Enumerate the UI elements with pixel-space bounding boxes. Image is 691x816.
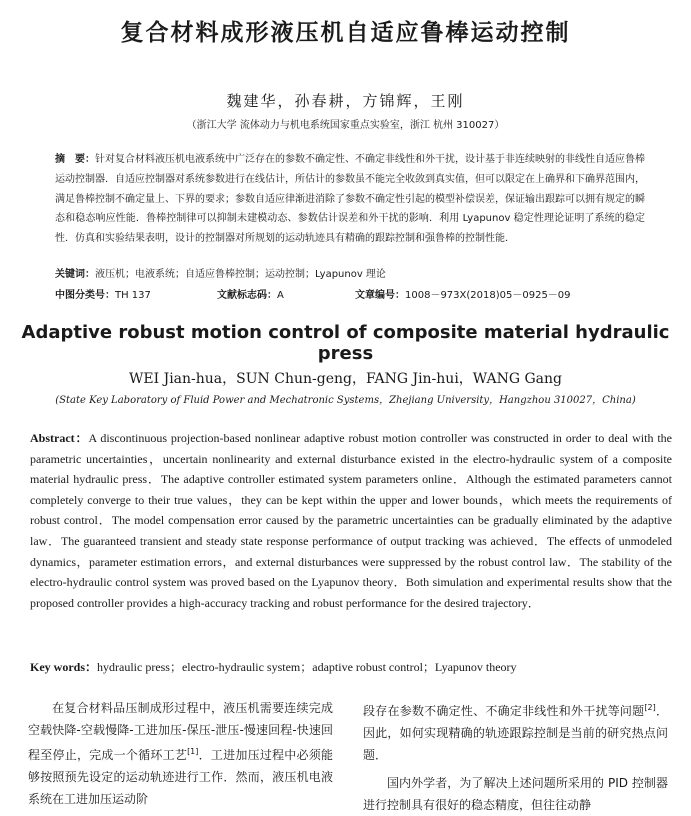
article-number-value: 1008－973X(2018)05－0925－09 [405,290,571,301]
chinese-keywords-label: 关键词： [55,269,95,280]
english-title: Adaptive robust motion control of composite material hydraulic press [21,322,670,364]
chinese-title: 复合材料成形液压机自适应鲁棒运动控制 [120,20,571,46]
chinese-keywords-text: 液压机；电液系统；自适应鲁棒控制；运动控制；Lyapunov 理论 [95,269,386,280]
document-code-value: A [277,290,284,301]
clc-number [55,286,151,301]
article-number-label: 文章编号： [355,290,405,301]
citation-ref[interactable]: [2] [644,703,656,712]
english-abstract-text: A discontinuous projection-based nonlinear adaptive robust motion controller was constructed in order to deal with the parametric uncertainties，uncertain nonlinearity and external disturbance existed in the electro-hydraulic system of a composite material hydraulic press．The adaptive controller estimated system parameters online．Although the estimated parameters cannot completely converge to their true values，they can be kept within the upper and lower bounds，which meets the requirements of robust control．The model compensation error caused by the parametric uncertainties can be gradually eliminated by the adaptive law．The guaranteed transient and steady state response performance of output tracking was achieved．The effects of unmodeled dynamics，parameter estimation errors，and external disturbances were suppressed by the robust control law．The stability of the electro-hydraulic control system was proved based on the Lyapunov theory．Both simulation and experimental results show that the proposed controller provides a high-accuracy tracking and robust performance for the desired trajectory． [30,431,672,610]
article-number [355,286,571,301]
chinese-abstract [55,150,645,249]
chinese-keywords [55,265,645,280]
english-abstract [30,428,672,613]
body-paragraph [363,697,668,766]
body-paragraph: 国内外学者，为了解决上述问题所采用的 PID 控制器进行控制具有很好的稳态精度，但往往动静 [363,776,668,812]
body-left-column [28,697,333,810]
body-text: ．因此，如何实现精确的轨迹跟踪控制是当前的研究热点问题． [363,704,668,762]
english-authors: WEI Jian-hua，SUN Chun-geng，FANG Jin-hui，WANG Gang [129,371,562,387]
english-keywords [30,658,672,675]
body-text: ．工进加压过程中必须能够按照预先设定的运动轨迹进行工作．然而，液压机电液系统在工进加压运动阶 [28,748,333,806]
english-keywords-label: Key words： [30,660,97,674]
body-text: 在复合材料品压制成形过程中，液压机需要连续完成空载快降-空载慢降-工进加压-保压-泄压-慢速回程-快速回程至停止，完成一个循环工艺 [28,701,333,762]
document-code [217,286,284,301]
chinese-abstract-label: 摘 要： [55,154,95,165]
chinese-authors: 魏建华，孙春耕，方锦辉，王刚 [226,92,465,110]
clc-label: 中图分类号： [55,290,115,301]
english-keywords-text: hydraulic press；electro-hydraulic system；adaptive robust control；Lyapunov theory [97,660,517,674]
english-abstract-label: Abstract： [30,431,89,445]
citation-ref[interactable]: [1] [187,747,199,756]
body-paragraph [28,697,333,810]
chinese-abstract-text: 针对复合材料液压机电液系统中广泛存在的参数不确定性、不确定非线性和外干扰，设计基于非连续映射的非线性自适应鲁棒运动控制器．自适应控制器对系统参数进行在线估计，所估计的参数虽不能完全收敛到真实值，但可以限定在上确界和下确界范围内，满足鲁棒控制不确定量上、下界的要求；参数自适应律渐进消除了参数不确定性引起的模型补偿误差，保证输出跟踪可以拥有规定的瞬态和稳态响应性能．鲁棒控制律可以抑制未建模动态、参数估计误差和外干扰的影响．利用 Lyapunov 稳定性理论证明了系统的稳定性．仿真和实验结果表明，设计的控制器对所规划的运动轨迹具有精确的跟踪控制和强鲁棒的控制性能． [55,154,645,245]
english-affiliation: (State Key Laboratory of Fluid Power and Mechatronic Systems，Zhejiang University，Hangzhou 310027，China) [55,395,636,406]
body-right-column [363,697,668,816]
document-code-label: 文献标志码： [217,290,277,301]
clc-value: TH 137 [115,290,151,301]
chinese-affiliation: （浙江大学 流体动力与机电系统国家重点实验室，浙江 杭州 310027） [186,120,505,131]
body-text: 段存在参数不确定性、不确定非线性和外干扰等问题 [363,704,645,718]
